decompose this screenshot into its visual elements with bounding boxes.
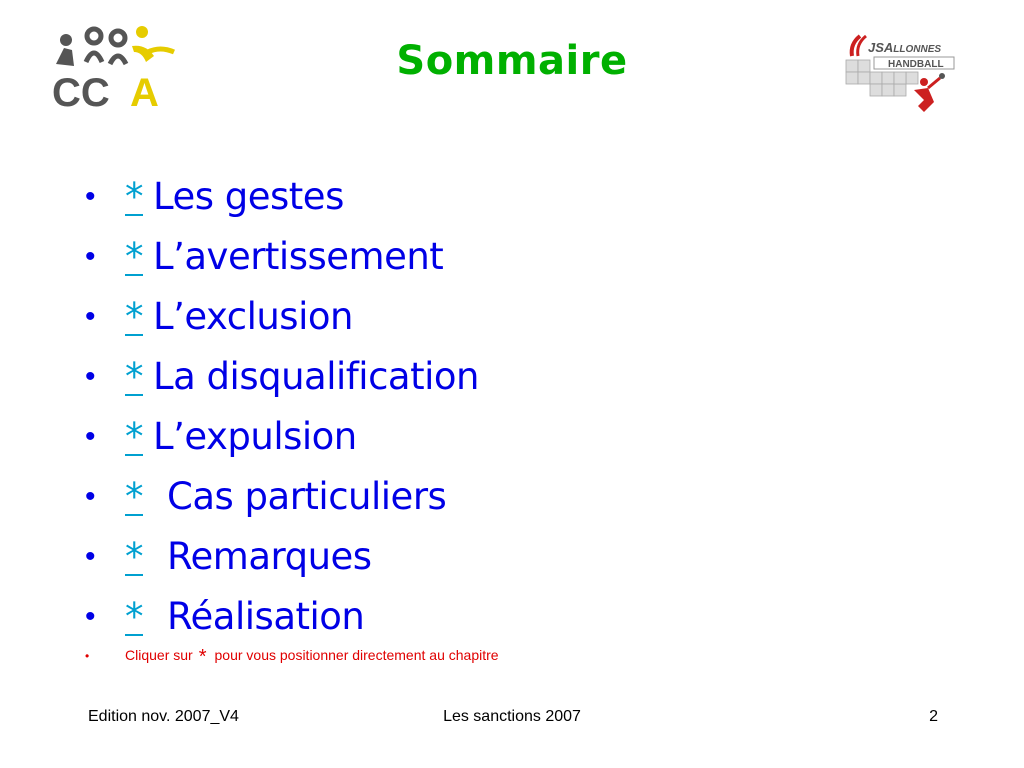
toc-item-les-gestes — [85, 168, 479, 228]
toc-item-disqualification — [85, 348, 479, 408]
bullet: • — [85, 649, 90, 663]
toc-link-expulsion[interactable]: * — [125, 415, 143, 458]
toc-link-remarques[interactable]: * — [125, 535, 143, 578]
table-of-contents — [85, 168, 479, 648]
bullet: • — [85, 420, 96, 453]
toc-link-realisation[interactable]: * — [125, 595, 143, 638]
svg-text:CC: CC — [52, 71, 110, 112]
bullet: • — [85, 600, 96, 633]
bullet: • — [85, 480, 96, 513]
bullet: • — [85, 180, 96, 213]
bullet: • — [85, 240, 96, 273]
toc-label: L’avertissement — [153, 235, 444, 278]
toc-link-cas-particuliers[interactable]: * — [125, 475, 143, 518]
toc-item-realisation — [85, 588, 479, 648]
toc-link-avertissement[interactable]: * — [125, 235, 143, 278]
instruction-note — [85, 646, 499, 669]
svg-text:JSALLONNES: JSALLONNES — [868, 40, 942, 55]
footer-page-number: 2 — [929, 708, 938, 725]
footer-edition: Edition nov. 2007_V4 — [88, 708, 239, 725]
slide-title: Sommaire — [396, 38, 628, 84]
svg-text:A: A — [130, 71, 159, 112]
note-suffix: pour vous positionner directement au chapitre — [214, 647, 499, 663]
toc-link-les-gestes[interactable]: * — [125, 175, 143, 218]
toc-item-cas-particuliers — [85, 468, 479, 528]
toc-item-exclusion — [85, 288, 479, 348]
note-star: * — [198, 646, 207, 668]
toc-label: Les gestes — [153, 175, 344, 218]
bullet: • — [85, 300, 96, 333]
toc-label: L’expulsion — [153, 415, 357, 458]
toc-item-expulsion — [85, 408, 479, 468]
bullet: • — [85, 540, 96, 573]
toc-label: Cas particuliers — [167, 475, 447, 518]
toc-label: Remarques — [167, 535, 372, 578]
toc-label: Réalisation — [167, 595, 365, 638]
footer-title: Les sanctions 2007 — [443, 708, 581, 725]
bullet: • — [85, 360, 96, 393]
svg-text:HANDBALL: HANDBALL — [888, 59, 944, 70]
toc-link-disqualification[interactable]: * — [125, 355, 143, 398]
toc-label: La disqualification — [153, 355, 479, 398]
toc-link-exclusion[interactable]: * — [125, 295, 143, 338]
toc-label: L’exclusion — [153, 295, 353, 338]
note-prefix: Cliquer sur — [125, 647, 193, 663]
toc-item-remarques — [85, 528, 479, 588]
toc-item-avertissement — [85, 228, 479, 288]
